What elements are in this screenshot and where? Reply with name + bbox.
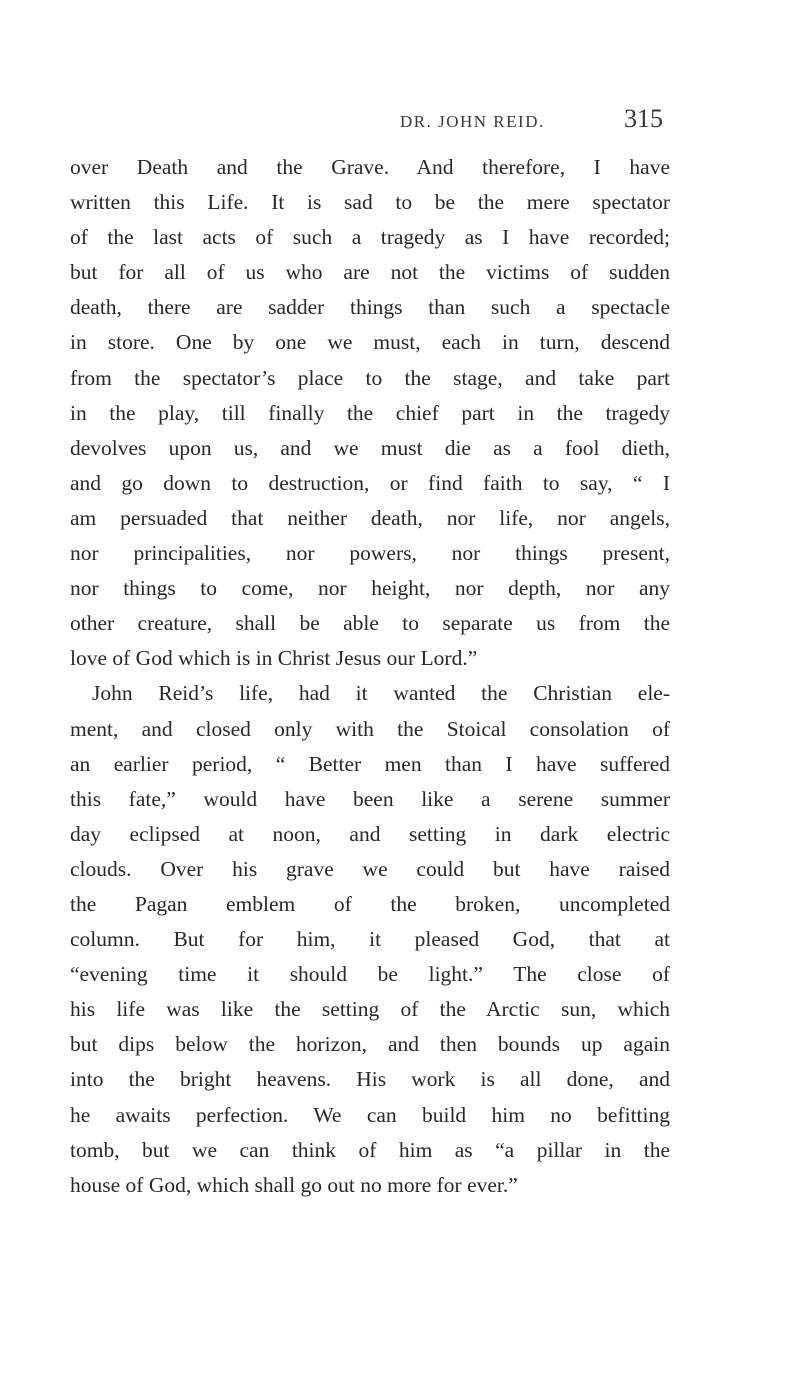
- text-line: column. But for him, it pleased God, that at: [70, 927, 670, 952]
- text-line: John Reid’s life, had it wanted the Christian ele-: [92, 681, 670, 706]
- page-number: 315: [624, 104, 663, 133]
- text-line: but for all of us who are not the victims of sudden: [70, 260, 670, 285]
- text-line: death, there are sadder things than such a spectacle: [70, 295, 670, 320]
- text-line: this fate,” would have been like a serene summer: [70, 786, 670, 811]
- text-line: over Death and the Grave. And therefore, I have: [70, 155, 670, 179]
- text-line: the Pagan emblem of the broken, uncompleted: [70, 891, 670, 916]
- paragraph-end-line: house of God, which shall go out no more for ever.”: [70, 1172, 518, 1197]
- body-text: [70, 150, 670, 1203]
- text-line: and go down to destruction, or find faith to say, “ I: [70, 470, 670, 495]
- text-line: devolves upon us, and we must die as a fool dieth,: [70, 435, 670, 460]
- text-line: am persuaded that neither death, nor life, nor angels,: [70, 505, 670, 530]
- running-title: DR. JOHN REID.: [400, 112, 545, 131]
- text-line: in store. One by one we must, each in turn, descend: [70, 330, 670, 355]
- text-line: “evening time it should be light.” The close of: [70, 962, 670, 987]
- text-line: in the play, till finally the chief part in the tragedy: [70, 400, 670, 425]
- text-line: other creature, shall be able to separate us from the: [70, 611, 670, 636]
- text-line: ment, and closed only with the Stoical consolation of: [70, 716, 670, 741]
- text-line: written this Life. It is sad to be the mere spectator: [70, 190, 670, 215]
- paragraph-end-line: love of God which is in Christ Jesus our Lord.”: [70, 646, 478, 671]
- text-line: of the last acts of such a tragedy as I have recorded;: [70, 225, 670, 250]
- text-line: but dips below the horizon, and then bounds up again: [70, 1032, 670, 1057]
- text-line: an earlier period, “ Better men than I have suffered: [70, 751, 670, 776]
- text-line: from the spectator’s place to the stage, and take part: [70, 365, 670, 390]
- running-head: [0, 104, 800, 142]
- text-line: into the bright heavens. His work is all done, and: [70, 1067, 670, 1092]
- text-line: nor things to come, nor height, nor depth, nor any: [70, 576, 670, 601]
- text-line: day eclipsed at noon, and setting in dark electric: [70, 821, 670, 846]
- text-line: nor principalities, nor powers, nor things present,: [70, 541, 670, 566]
- text-line: tomb, but we can think of him as “a pillar in the: [70, 1137, 670, 1162]
- text-line: clouds. Over his grave we could but have raised: [70, 856, 670, 881]
- text-line: his life was like the setting of the Arctic sun, which: [70, 997, 670, 1022]
- text-line: he awaits perfection. We can build him no befitting: [70, 1102, 670, 1127]
